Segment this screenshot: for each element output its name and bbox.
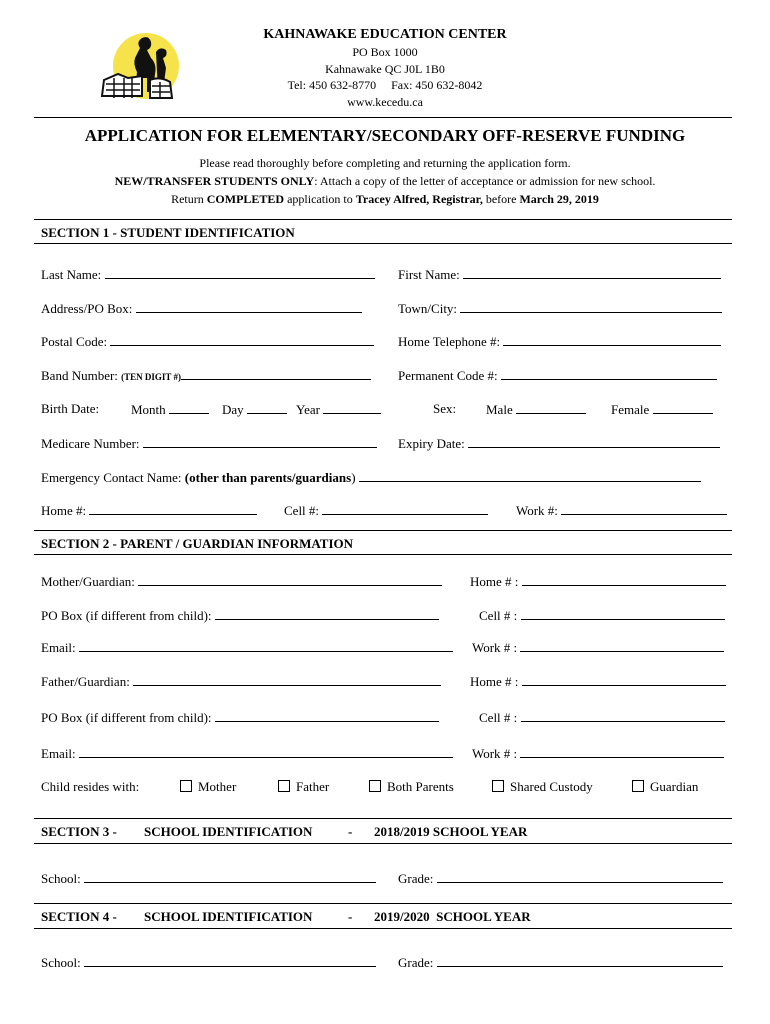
male-field[interactable] <box>516 401 586 414</box>
school-2018-field[interactable] <box>84 870 376 883</box>
section4-name: SCHOOL IDENTIFICATION <box>144 909 313 924</box>
father-cell-label: Cell # : <box>479 710 518 725</box>
instruction-3 <box>0 192 770 207</box>
town-field[interactable] <box>460 300 722 313</box>
i3b: COMPLETED <box>206 192 285 206</box>
i3f: March 29, 2019 <box>519 192 599 206</box>
father-email-field[interactable] <box>79 745 453 758</box>
last-name-field[interactable] <box>105 266 375 279</box>
emergency-home-label: Home #: <box>41 503 87 518</box>
grade-2019-field[interactable] <box>437 954 723 967</box>
school-2019-label: School: <box>41 955 81 970</box>
first-name-label: First Name: <box>398 267 460 282</box>
section3-label: SECTION 3 - <box>41 824 117 839</box>
address-field[interactable] <box>136 300 362 313</box>
emergency-work-label: Work #: <box>516 503 558 518</box>
father-email-label: Email: <box>41 746 76 761</box>
mother-pobox-label: PO Box (if different from child): <box>41 608 212 623</box>
first-name-row <box>398 266 721 283</box>
resides-label: Child resides with: <box>41 779 140 794</box>
birth-label: Birth Date: <box>41 401 100 416</box>
mother-label: Mother/Guardian: <box>41 574 135 589</box>
i3e: before <box>482 192 520 206</box>
year-label: Year <box>296 402 320 417</box>
father-pobox-field[interactable] <box>215 709 439 722</box>
grade-2019-label: Grade: <box>398 955 434 970</box>
tel-fax: Tel: 450 632-8770 Fax: 450 632-8042 <box>287 78 483 92</box>
emergency-home-field[interactable] <box>89 502 257 515</box>
permanent-label: Permanent Code #: <box>398 368 498 383</box>
resides-shared[interactable] <box>492 779 593 795</box>
father-label: Father/Guardian: <box>41 674 130 689</box>
band-note: (TEN DIGIT #) <box>121 372 182 382</box>
section3-name: SCHOOL IDENTIFICATION <box>144 824 313 839</box>
month-label: Month <box>131 402 166 417</box>
father-cell-field[interactable] <box>521 709 725 722</box>
section1-heading: SECTION 1 - STUDENT IDENTIFICATION <box>41 225 295 240</box>
expiry-field[interactable] <box>468 435 720 448</box>
instruction-2-text: : Attach a copy of the letter of acceptance or admission for new school. <box>314 174 656 188</box>
resides-guardian-label: Guardian <box>650 779 699 794</box>
mother-email-field[interactable] <box>79 639 453 652</box>
mother-pobox-field[interactable] <box>215 607 439 620</box>
mother-field[interactable] <box>138 573 442 586</box>
home-tel-field[interactable] <box>503 333 721 346</box>
resides-guardian[interactable] <box>632 779 698 795</box>
day-label: Day <box>222 402 244 417</box>
father-pobox-label: PO Box (if different from child): <box>41 710 212 725</box>
medicare-field[interactable] <box>143 435 377 448</box>
resides-both-label: Both Parents <box>387 779 454 794</box>
father-home-label: Home # : <box>470 674 519 689</box>
resides-mother[interactable] <box>180 779 236 795</box>
male-label: Male <box>486 402 513 417</box>
instruction-1: Please read thoroughly before completing and returning the application form. <box>199 156 571 170</box>
i3d: Tracey Alfred, Registrar, <box>355 192 483 206</box>
school-2018-label: School: <box>41 871 81 886</box>
first-name-field[interactable] <box>463 266 721 279</box>
mother-work-field[interactable] <box>520 639 724 652</box>
mother-home-label: Home # : <box>470 574 519 589</box>
grade-2018-field[interactable] <box>437 870 723 883</box>
town-label: Town/City: <box>398 301 458 316</box>
month-field[interactable] <box>169 401 209 414</box>
resides-both[interactable] <box>369 779 454 795</box>
mother-checkbox[interactable] <box>180 780 192 792</box>
section3-year: 2018/2019 SCHOOL YEAR <box>374 824 528 839</box>
emergency-cell-label: Cell #: <box>284 503 320 518</box>
website: www.kecedu.ca <box>347 95 423 109</box>
emergency-label: Emergency Contact Name: <box>41 470 185 485</box>
day-field[interactable] <box>247 401 287 414</box>
emergency-work-field[interactable] <box>561 502 727 515</box>
form-title: APPLICATION FOR ELEMENTARY/SECONDARY OFF-RESERVE FUNDING <box>84 126 686 145</box>
emergency-field[interactable] <box>359 469 701 482</box>
instruction-2 <box>0 174 770 189</box>
emergency-note: (other than parents/guardians <box>184 470 352 485</box>
father-field[interactable] <box>133 673 441 686</box>
sex-label: Sex: <box>433 401 457 416</box>
guardian-checkbox[interactable] <box>632 780 644 792</box>
address-label: Address/PO Box: <box>41 301 133 316</box>
new-transfer-label: NEW/TRANSFER STUDENTS ONLY <box>114 174 315 188</box>
year-field[interactable] <box>323 401 381 414</box>
emergency-close: ) <box>351 470 356 485</box>
resides-mother-label: Mother <box>198 779 237 794</box>
permanent-field[interactable] <box>501 367 717 380</box>
emergency-cell-field[interactable] <box>322 502 488 515</box>
i3a: Return <box>171 192 207 206</box>
last-name-row <box>41 266 375 283</box>
section4-label: SECTION 4 - <box>41 909 117 924</box>
band-field[interactable] <box>181 367 371 380</box>
father-home-field[interactable] <box>522 673 726 686</box>
medicare-label: Medicare Number: <box>41 436 140 451</box>
last-name-label: Last Name: <box>41 267 102 282</box>
section3-dash: - <box>348 824 353 839</box>
shared-custody-checkbox[interactable] <box>492 780 504 792</box>
resides-father-label: Father <box>296 779 330 794</box>
resides-father[interactable] <box>278 779 329 795</box>
i3c: application to <box>284 192 356 206</box>
postal-field[interactable] <box>110 333 374 346</box>
divider <box>34 117 732 118</box>
po-box: PO Box 1000 <box>352 45 418 59</box>
mother-work-label: Work # : <box>472 640 518 655</box>
home-tel-label: Home Telephone #: <box>398 334 501 349</box>
father-work-field[interactable] <box>520 745 724 758</box>
resides-shared-label: Shared Custody <box>510 779 593 794</box>
school-2019-field[interactable] <box>84 954 376 967</box>
section2-heading: SECTION 2 - PARENT / GUARDIAN INFORMATION <box>41 536 354 551</box>
band-label: Band Number: <box>41 368 118 383</box>
mother-cell-label: Cell # : <box>479 608 518 623</box>
org-name: KAHNAWAKE EDUCATION CENTER <box>263 27 507 42</box>
section4-year: 2019/2020 SCHOOL YEAR <box>374 909 531 924</box>
female-field[interactable] <box>653 401 713 414</box>
mother-email-label: Email: <box>41 640 76 655</box>
postal-label: Postal Code: <box>41 334 108 349</box>
both-parents-checkbox[interactable] <box>369 780 381 792</box>
mother-cell-field[interactable] <box>521 607 725 620</box>
mother-home-field[interactable] <box>522 573 726 586</box>
father-checkbox[interactable] <box>278 780 290 792</box>
city: Kahnawake QC J0L 1B0 <box>325 62 445 76</box>
expiry-label: Expiry Date: <box>398 436 465 451</box>
grade-2018-label: Grade: <box>398 871 434 886</box>
father-work-label: Work # : <box>472 746 518 761</box>
female-label: Female <box>611 402 650 417</box>
section4-dash: - <box>348 909 353 924</box>
